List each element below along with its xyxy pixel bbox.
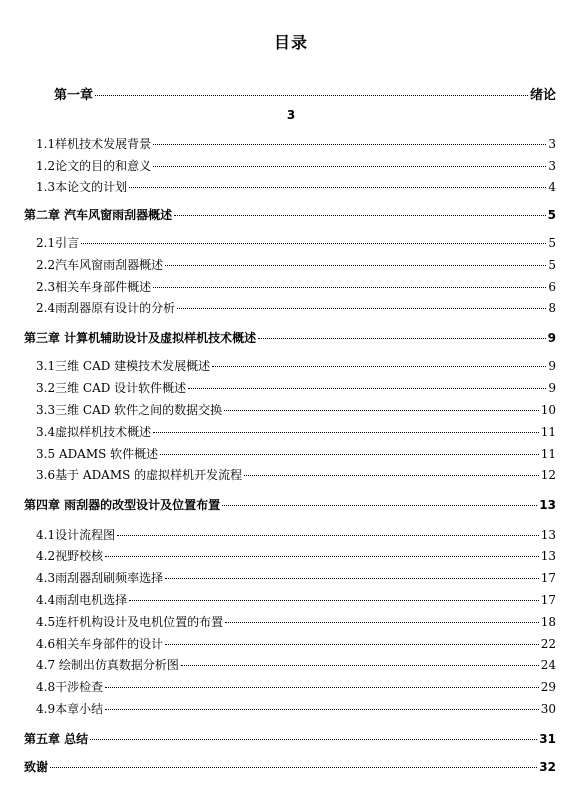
dot-leader (153, 431, 539, 433)
toc-entry-page: 4 (548, 180, 556, 194)
toc-entry (36, 380, 556, 396)
toc-chapter-page: 32 (539, 760, 556, 774)
toc-entry-page: 6 (548, 280, 556, 294)
toc-chapter-1-label: 第一章 (54, 88, 94, 103)
toc-entry (36, 614, 556, 630)
dot-leader (117, 534, 539, 536)
toc-entry-page: 9 (548, 381, 556, 395)
toc-entry-label: 4.9本章小结 (36, 702, 104, 716)
toc-entry (36, 446, 556, 462)
toc-entry (36, 467, 556, 483)
toc-chapter-label: 第四章 雨刮器的改型设计及位置布置 (24, 498, 221, 512)
toc-entry-label: 4.1设计流程图 (36, 528, 116, 542)
toc-entry-page: 13 (540, 528, 556, 542)
dot-leader (90, 738, 537, 740)
toc-chapter (24, 330, 556, 346)
toc-entry (36, 179, 556, 195)
toc-title: 目录 (273, 33, 308, 52)
dot-leader (258, 337, 545, 339)
toc-entry-label: 3.3三维 CAD 软件之间的数据交换 (36, 403, 223, 417)
toc-entry-label: 4.6相关车身部件的设计 (36, 637, 164, 651)
toc-chapter-1-title: 绪论 (529, 88, 556, 103)
toc-chapter-page: 31 (539, 732, 556, 746)
dot-leader (165, 577, 539, 579)
toc-chapter (24, 207, 556, 223)
toc-entry (36, 358, 556, 374)
toc-entry-label: 3.1三维 CAD 建模技术发展概述 (36, 359, 211, 373)
toc-entry (36, 570, 556, 586)
toc-entry-page: 13 (540, 549, 556, 563)
dot-leader (50, 766, 537, 768)
dot-leader (153, 143, 546, 145)
toc-entry-label: 3.2三维 CAD 设计软件概述 (36, 381, 187, 395)
toc-entry (36, 424, 556, 440)
toc-chapter-label: 致谢 (24, 760, 49, 774)
toc-entry (36, 402, 556, 418)
toc-chapter-1 (54, 84, 556, 103)
dot-leader (81, 242, 546, 244)
toc-entry-label: 1.3本论文的计划 (36, 180, 128, 194)
toc-entry-label: 2.4雨刮器原有设计的分析 (36, 301, 176, 315)
dot-leader (105, 708, 539, 710)
toc-entry (36, 257, 556, 273)
dot-leader (165, 264, 546, 266)
toc-entry-label: 4.5连杆机构设计及电机位置的布置 (36, 615, 224, 629)
toc-entry-label: 4.2视野校核 (36, 549, 104, 563)
toc-chapter-label: 第五章 总结 (24, 732, 89, 746)
toc-entry (36, 527, 556, 543)
toc-entry-label: 3.5 ADAMS 软件概述 (36, 447, 159, 461)
toc-entry-page: 11 (540, 425, 556, 439)
toc-entry-label: 2.2汽车风窗雨刮器概述 (36, 258, 164, 272)
toc-entry-page: 24 (540, 658, 556, 672)
dot-leader (224, 409, 539, 411)
toc-chapter (24, 497, 556, 513)
dot-leader (95, 94, 528, 96)
toc-entry-page: 12 (540, 468, 556, 482)
toc-entry (36, 136, 556, 152)
dot-leader (160, 453, 539, 455)
toc-entry-label: 3.6基于 ADAMS 的虚拟样机开发流程 (36, 468, 243, 482)
toc-entry-page: 5 (548, 236, 556, 250)
toc-entry-page: 3 (548, 137, 556, 151)
dot-leader (174, 214, 545, 216)
dot-leader (225, 621, 539, 623)
toc-entry-label: 1.2论文的目的和意义 (36, 159, 152, 173)
toc-entry (36, 657, 556, 673)
toc-entry-page: 30 (540, 702, 556, 716)
dot-leader (153, 165, 546, 167)
toc-chapter-1-page: 3 (286, 108, 296, 122)
dot-leader (105, 555, 539, 557)
toc-chapter-page: 5 (547, 208, 556, 222)
toc-entry (36, 279, 556, 295)
toc-entry (36, 592, 556, 608)
dot-leader (177, 307, 546, 309)
toc-entry (36, 300, 556, 316)
toc-entry-page: 5 (548, 258, 556, 272)
toc-chapter (24, 759, 556, 775)
toc-entry (36, 548, 556, 564)
toc-entry-page: 17 (540, 571, 556, 585)
toc-entry (36, 235, 556, 251)
toc-chapter-page: 13 (539, 498, 556, 512)
dot-leader (153, 286, 546, 288)
toc-entry-label: 4.3雨刮器刮刷频率选择 (36, 571, 164, 585)
toc-chapter-label: 第三章 计算机辅助设计及虚拟样机技术概述 (24, 331, 257, 345)
dot-leader (181, 664, 539, 666)
dot-leader (188, 387, 546, 389)
dot-leader (129, 599, 539, 601)
dot-leader (165, 643, 539, 645)
dot-leader (222, 504, 537, 506)
dot-leader (212, 365, 546, 367)
toc-entry-label: 3.4虚拟样机技术概述 (36, 425, 152, 439)
toc-entry-page: 11 (540, 447, 556, 461)
toc-entry-page: 29 (540, 680, 556, 694)
toc-entry (36, 679, 556, 695)
toc-entry-page: 22 (540, 637, 556, 651)
dot-leader (105, 686, 539, 688)
toc-entry-page: 17 (540, 593, 556, 607)
toc-entry (36, 158, 556, 174)
toc-entry-label: 4.7 绘制出仿真数据分析图 (36, 658, 179, 672)
toc-entry-label: 4.4雨刮电机选择 (36, 593, 128, 607)
toc-entry-page: 3 (548, 159, 556, 173)
toc-entry-label: 2.1引言 (36, 236, 80, 250)
toc-entry-page: 8 (548, 301, 556, 315)
toc-entry-label: 1.1样机技术发展背景 (36, 137, 152, 151)
dot-leader (244, 474, 539, 476)
dot-leader (129, 186, 546, 188)
toc-entry-page: 9 (548, 359, 556, 373)
toc-chapter-label: 第二章 汽车风窗雨刮器概述 (24, 208, 173, 222)
toc-entry-label: 2.3相关车身部件概述 (36, 280, 152, 294)
toc-entry (36, 636, 556, 652)
toc-entry-page: 10 (540, 403, 556, 417)
toc-chapter (24, 731, 556, 747)
toc-entry-page: 18 (540, 615, 556, 629)
toc-entry-label: 4.8干涉检查 (36, 680, 104, 694)
toc-entry (36, 701, 556, 717)
toc-chapter-page: 9 (547, 331, 556, 345)
